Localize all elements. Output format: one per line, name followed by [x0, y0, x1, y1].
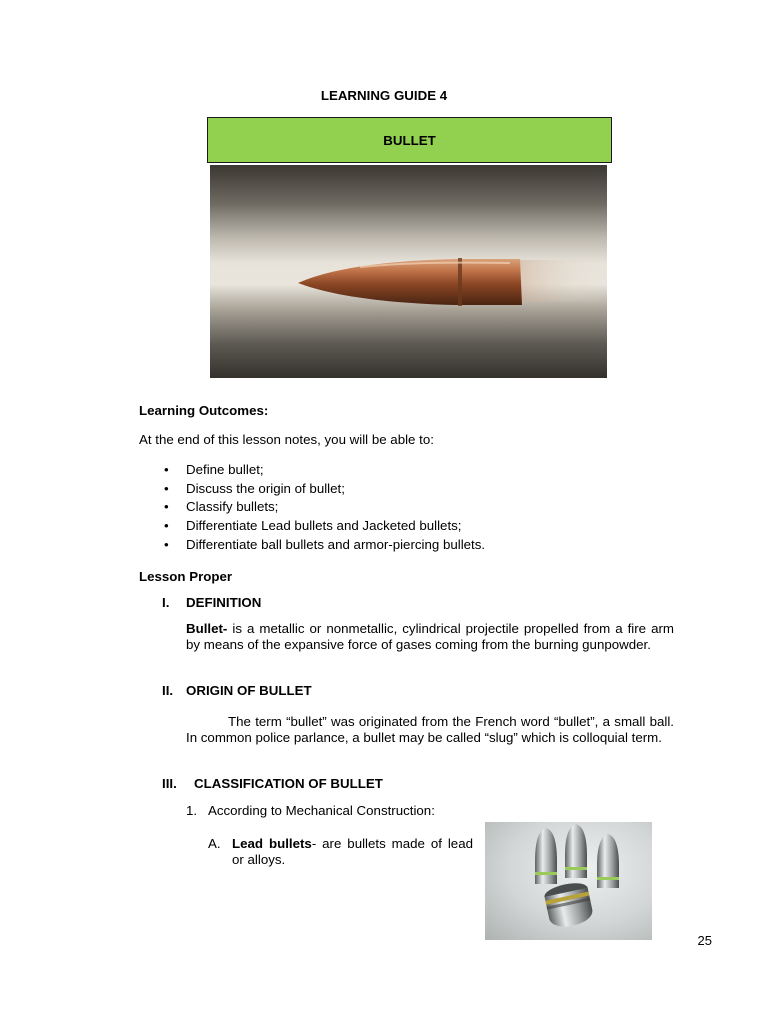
bullet-photo: [210, 165, 607, 378]
outcomes-intro: At the end of this lesson notes, you will be able to:: [139, 432, 434, 447]
definition-paragraph: [186, 621, 674, 652]
bullet-dot: •: [164, 518, 169, 534]
outcomes-heading: Learning Outcomes:: [139, 403, 269, 418]
topic-banner: [207, 117, 612, 163]
section-title: DEFINITION: [186, 595, 262, 610]
bullet-dot: •: [164, 536, 169, 552]
list-item: [164, 480, 614, 499]
definition-term: Bullet-: [186, 621, 228, 636]
lead-bullets-illustration: [485, 822, 652, 940]
lesson-heading: Lesson Proper: [139, 569, 233, 584]
page-number: 25: [697, 933, 712, 948]
list-item-text: Classify bullets;: [186, 499, 279, 515]
lead-bullets-photo: [485, 822, 652, 940]
section-number: II.: [162, 683, 174, 698]
section-number: I.: [162, 595, 170, 610]
lead-bullets-paragraph: [232, 836, 473, 867]
topic-title: BULLET: [383, 132, 436, 148]
bullet-dot: •: [164, 480, 169, 496]
lead-bullets-text: - are bullets made of lead or alloys.: [232, 836, 473, 867]
bullet-illustration: [210, 165, 607, 378]
list-item: [164, 536, 614, 555]
bullet-dot: •: [164, 462, 169, 477]
list-item: [164, 498, 614, 517]
section-number: III.: [162, 776, 177, 791]
list-item: [164, 461, 614, 480]
guide-title: LEARNING GUIDE 4: [320, 88, 448, 103]
section-title: CLASSIFICATION OF BULLET: [194, 776, 383, 791]
lead-bullets-term: Lead bullets: [232, 836, 312, 851]
list-item: [164, 517, 614, 536]
list-item-text: Discuss the origin of bullet;: [186, 480, 345, 496]
subsection-text: According to Mechanical Construction:: [208, 803, 435, 818]
subsection-number: 1.: [186, 803, 198, 818]
bullet-dot: •: [164, 499, 169, 515]
definition-text: is a metallic or nonmetallic, cylindrical projectile propelled from a fire arm by means of the expansive force of gases coming from the burning gunpowder.: [186, 621, 674, 652]
origin-paragraph: The term “bullet” was originated from the French word “bullet”, a small ball. In common police parlance, a bullet may be called “slug” which is colloquial term.: [186, 714, 674, 745]
list-item-text: Differentiate Lead bullets and Jacketed bullets;: [186, 518, 462, 534]
list-item-text: Differentiate ball bullets and armor-piercing bullets.: [186, 536, 486, 552]
item-letter: A.: [208, 836, 221, 851]
outcomes-list: [164, 461, 614, 554]
list-item-text: Define bullet;: [186, 462, 264, 477]
section-title: ORIGIN OF BULLET: [186, 683, 312, 698]
